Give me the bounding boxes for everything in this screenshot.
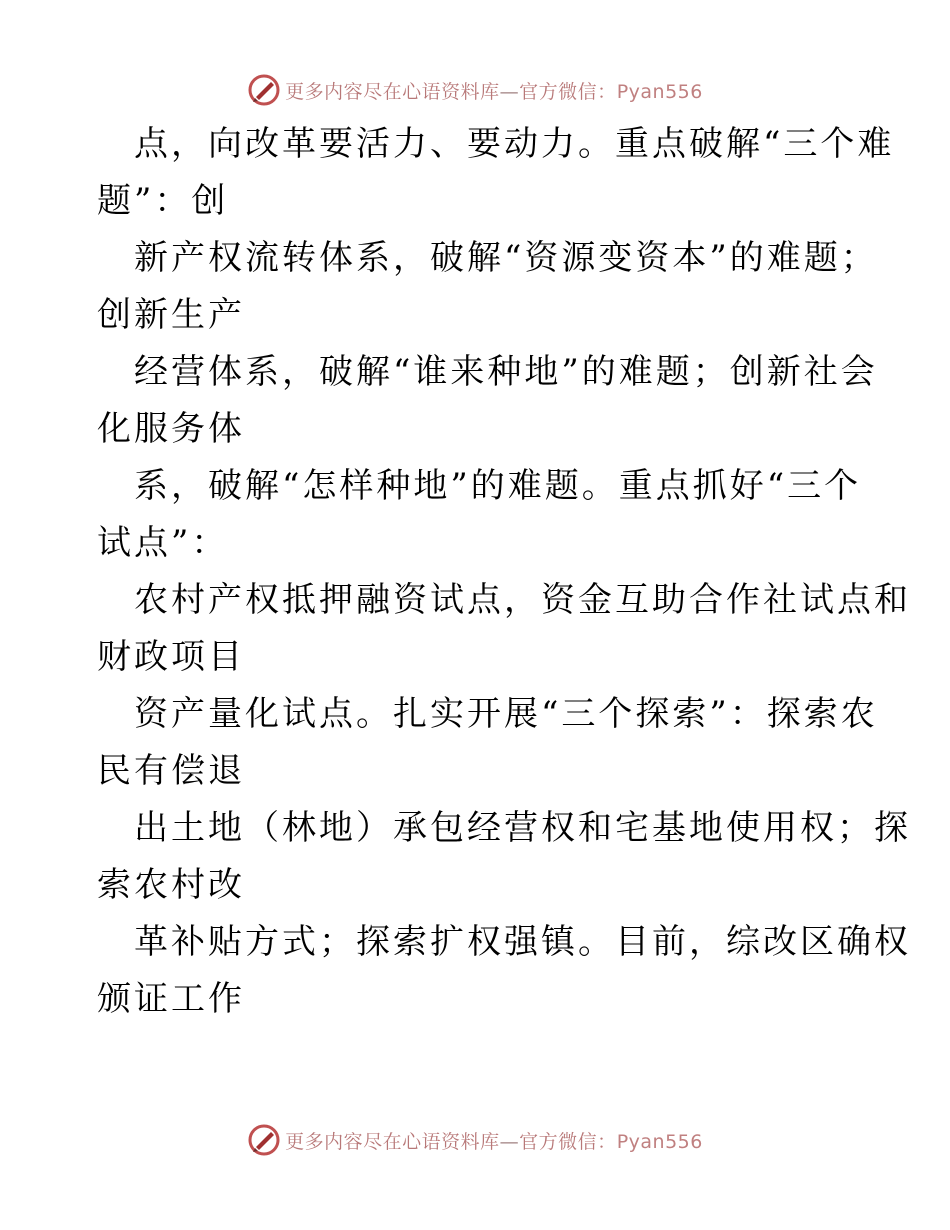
text-line-continuation: 题”：创 bbox=[97, 181, 229, 221]
text-line-continuation: 试点”： bbox=[97, 523, 229, 563]
text-line-continuation: 索农村改 bbox=[97, 865, 245, 905]
text-block bbox=[0, 460, 950, 574]
text-line: 系，破解“怎样种地”的难题。重点抓好“三个 bbox=[134, 466, 862, 506]
header-watermark bbox=[0, 70, 950, 110]
text-line-continuation: 民有偿退 bbox=[97, 751, 245, 791]
text-line: 资产量化试点。扎实开展“三个探索”：探索农 bbox=[134, 694, 878, 734]
text-line: 出土地（林地）承包经营权和宅基地使用权；探 bbox=[134, 808, 911, 848]
text-block bbox=[0, 802, 950, 916]
text-block bbox=[0, 688, 950, 802]
watermark-wechat-id: Pyan556 bbox=[616, 80, 703, 103]
document-body bbox=[0, 118, 950, 1030]
text-block bbox=[0, 574, 950, 688]
text-line-continuation: 创新生产 bbox=[97, 295, 245, 335]
text-block bbox=[0, 916, 950, 1030]
footer-watermark bbox=[0, 1120, 950, 1160]
logo-icon bbox=[247, 73, 281, 107]
text-line-continuation: 化服务体 bbox=[97, 409, 245, 449]
watermark-site: 更多内容尽在心语资料库 bbox=[285, 1130, 500, 1153]
text-block bbox=[0, 118, 950, 232]
watermark-wechat-label: 官方微信： bbox=[519, 80, 617, 103]
watermark-wechat-label: 官方微信： bbox=[519, 1130, 617, 1153]
text-block bbox=[0, 232, 950, 346]
text-line-continuation: 财政项目 bbox=[97, 637, 245, 677]
text-line: 经营体系，破解“谁来种地”的难题；创新社会 bbox=[134, 352, 878, 392]
logo-icon bbox=[247, 1123, 281, 1157]
watermark-separator: — bbox=[499, 80, 520, 103]
watermark-wechat-id: Pyan556 bbox=[616, 1130, 703, 1153]
text-line-continuation: 颁证工作 bbox=[97, 979, 245, 1019]
text-line: 点，向改革要活力、要动力。重点破解“三个难 bbox=[134, 124, 895, 164]
watermark-site: 更多内容尽在心语资料库 bbox=[285, 80, 500, 103]
text-line: 农村产权抵押融资试点，资金互助合作社试点和 bbox=[134, 580, 911, 620]
text-line: 革补贴方式；探索扩权强镇。目前，综改区确权 bbox=[134, 922, 911, 962]
text-line: 新产权流转体系，破解“资源变资本”的难题； bbox=[134, 238, 878, 278]
watermark-separator: — bbox=[499, 1130, 520, 1153]
text-block bbox=[0, 346, 950, 460]
